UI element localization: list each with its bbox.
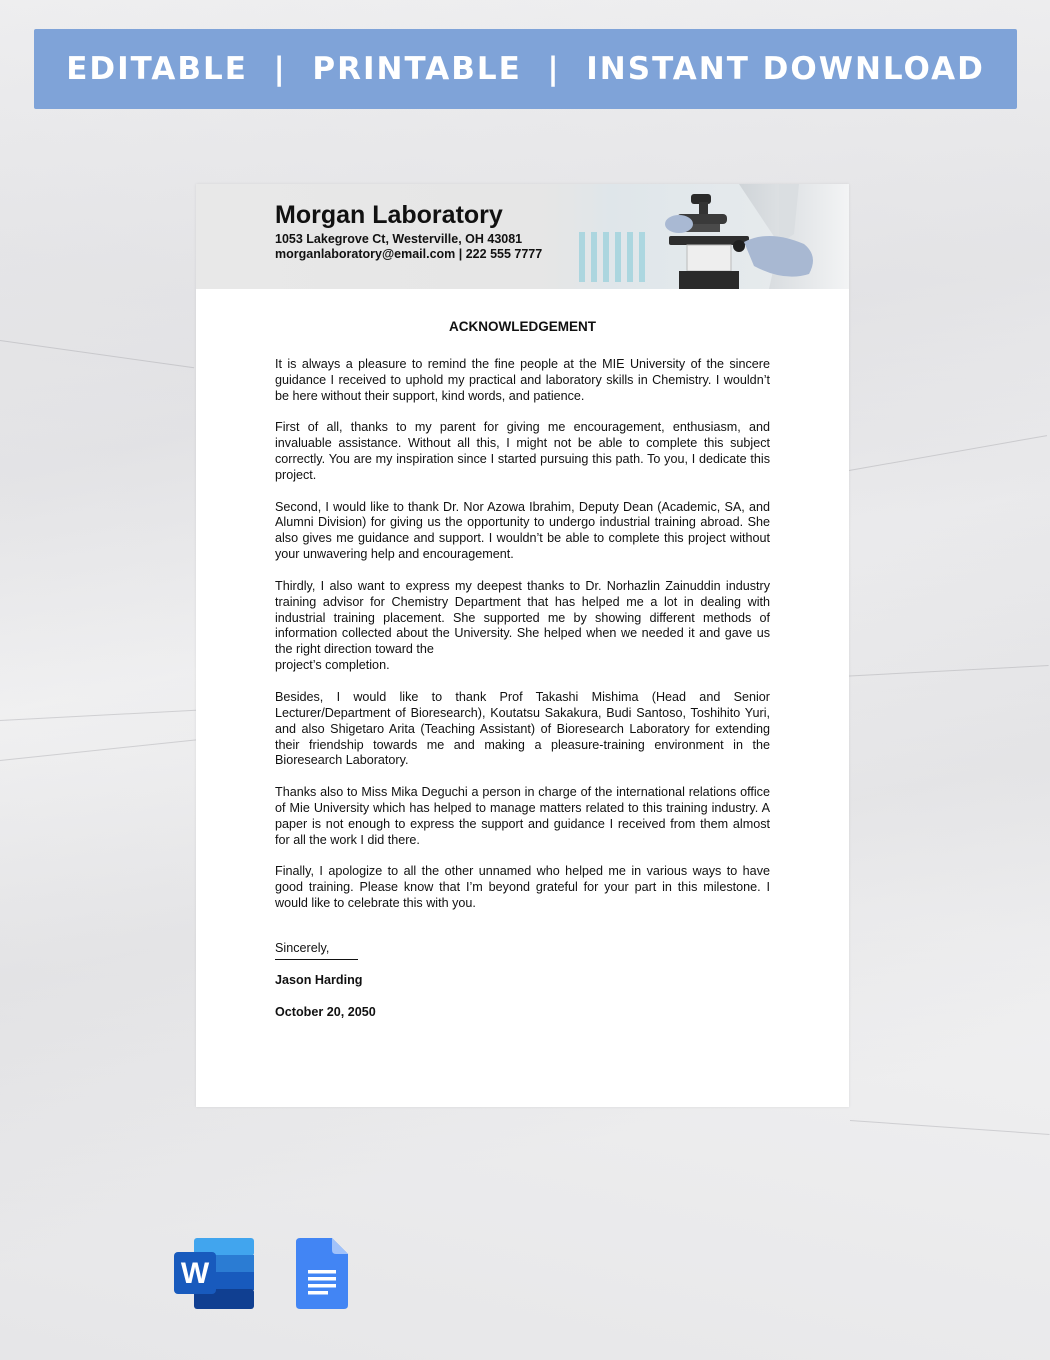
letter-body bbox=[275, 357, 770, 927]
marble-vein bbox=[0, 340, 194, 368]
paragraph: Second, I would like to thank Dr. Nor Azowa Ibrahim, Deputy Dean (Academic, SA, and Alumni Division) for giving us the opportunity to undergo industrial training abroad. She also gives me guidance and support. I wouldn’t be able to complete this project without your unwavering help and encouragement. bbox=[275, 499, 770, 562]
document-title: ACKNOWLEDGEMENT bbox=[449, 319, 596, 334]
paragraph: Thanks also to Miss Mika Deguchi a person in charge of the international relations office of Mie University which has helped to manage matters related to this training industry. A paper is not enough to express the support and guidance I received from them almost for all the work I did there. bbox=[275, 784, 770, 847]
company-address: 1053 Lakegrove Ct, Westerville, OH 43081 bbox=[275, 232, 523, 246]
paragraph: Finally, I apologize to all the other unnamed who helped me in various ways to have good training. Please know that I’m beyond grateful for your part in this milestone. I would like to celebrate this with you. bbox=[275, 864, 770, 910]
signer-name: Jason Harding bbox=[275, 973, 363, 987]
banner-text: EDITABLE | PRINTABLE | INSTANT DOWNLOAD bbox=[66, 51, 985, 87]
promo-banner bbox=[34, 29, 1017, 109]
paragraph: It is always a pleasure to remind the fine people at the MIE University of the sincere guidance I received to uphold my practical and laboratory skills in Chemistry. I wouldn’t be here without their support, kind words, and patience. bbox=[275, 357, 770, 403]
letter-date: October 20, 2050 bbox=[275, 1005, 376, 1019]
paragraph: Besides, I would like to thank Prof Takashi Mishima (Head and Senior Lecturer/Department of Bioresearch), Koutatsu Sakakura, Budi Santoso, Toshihito Yuri, and also Shigetaro Arita (Teaching Assistant) of Bioresearch Laboratory for extending their friendship towards me and making a pleasure-training environment in the Bioresearch Laboratory. bbox=[275, 689, 770, 768]
closing: Sincerely, bbox=[275, 941, 330, 955]
company-name: Morgan Laboratory bbox=[275, 201, 503, 229]
paragraph-tail: project’s completion. bbox=[275, 658, 390, 673]
paragraph bbox=[275, 579, 770, 674]
scientist-microscope-photo bbox=[529, 184, 849, 289]
google-docs-icon bbox=[296, 1238, 348, 1309]
microsoft-word-icon bbox=[174, 1238, 254, 1309]
marble-vein bbox=[849, 435, 1047, 471]
signature-line bbox=[275, 959, 358, 960]
document-page bbox=[196, 184, 849, 1107]
svg-text:W: W bbox=[180, 1257, 210, 1290]
paragraph-text: Thirdly, I also want to express my deepest thanks to Dr. Norhazlin Zainuddin industry training advisor for Chemistry Department that has helped me a lot in dealing with industrial training placement. She supported me by showing different methods of information collected about the University. She helped when we needed it and gave us the right direction toward the bbox=[275, 578, 770, 657]
paragraph: First of all, thanks to my parent for giving me encouragement, enthusiasm, and invaluable assistance. Without all this, I might not be able to complete this subject correctly. You are my inspiration since I started pursuing this path. To you, I dedicate this project. bbox=[275, 420, 770, 483]
letterhead bbox=[196, 184, 849, 289]
marble-vein bbox=[850, 1120, 1050, 1135]
company-contact: morganlaboratory@email.com | 222 555 7777 bbox=[275, 247, 543, 261]
